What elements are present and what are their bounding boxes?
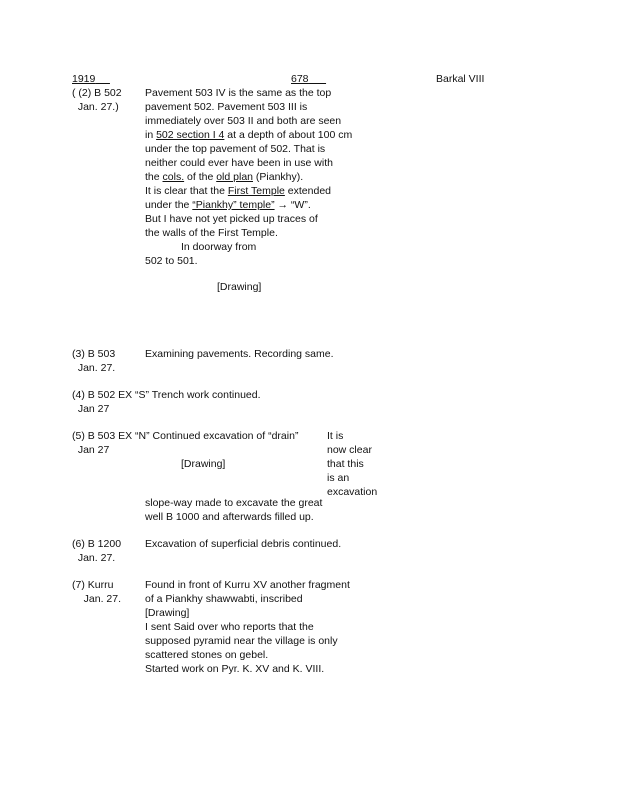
entry-body: Examining pavements. Recording same. [145, 348, 334, 360]
entry-body: Pavement 503 IV is the same as the top pavement 502. Pavement 503 III is immediately over 503 II and both are seen in 502 section I 4 at a depth of about 100 cm under the top pavement of 502. That is neither could ever have been in use with the cols. of the old plan (Piankhy). It is clear that the First Temple extended under the “Piankhy” temple” → “W”. But I have not yet picked up traces of the walls of the First Temple. In doorway from 502 to 501. [145, 87, 353, 267]
page-number: 678 [291, 73, 309, 85]
drawing-placeholder: [Drawing] [217, 281, 262, 293]
entry-label: (6) B 1200 Jan. 27. [72, 538, 122, 564]
entry-label: ( (2) B 502 Jan. 27.) [72, 87, 122, 113]
entry-label: (5) B 503 EX “N” Continued excavation of “drain” Jan 27 [72, 430, 299, 456]
margin-note: It is now clear that this is an excavation [327, 430, 378, 498]
entry-label: (7) Kurru Jan. 27. [72, 579, 122, 605]
volume-title: Barkal VIII [436, 73, 485, 85]
year-heading: 1919 [72, 73, 96, 85]
entry-body: Found in front of Kurru XV another fragment of a Piankhy shawwabti, inscribed [Drawing] I sent Said over who reports that the supposed pyramid near the village is only scattered stones on gebel. Started work on Pyr. K. XV and K. VIII. [145, 579, 350, 675]
entry-body: slope-way made to excavate the great well B 1000 and afterwards filled up. [145, 497, 323, 523]
entry-label: (3) B 503 Jan. 27. [72, 348, 116, 374]
entry-body: Excavation of superficial debris continued. [145, 538, 342, 550]
entry-label: (4) B 502 EX “S” Trench work continued. Jan 27 [72, 389, 261, 415]
drawing-placeholder: [Drawing] [181, 458, 226, 470]
